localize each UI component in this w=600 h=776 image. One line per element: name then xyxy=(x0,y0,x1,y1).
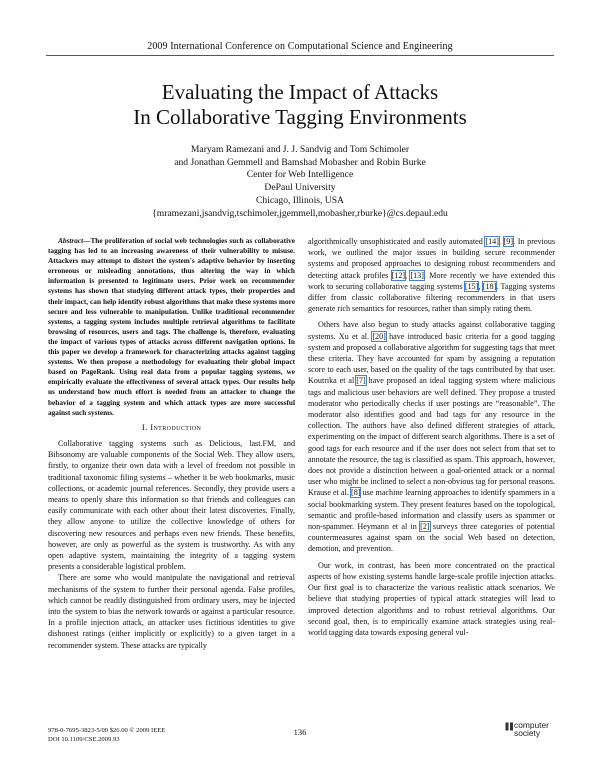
citation-link[interactable]: [13] xyxy=(410,270,424,280)
abstract-text: —The proliferation of social web technologies such as collaborative tagging has led to an increasing awareness of their vulnerability to misuse. Attackers may attempt to distort the system's adaptive behavior by inserting erroneous or misleading annotations, thus altering the way in which information is presented to legitimate users. Prior work on recommender systems has shown that studying different attack types, their properties and their impact, can help identify robust algorithms that make these systems more secure and less vulnerable to manipulation. Unlike traditional recommender systems, a tagging system includes multiple retrieval algorithms to facilitate browsing of resources, users and tags. The challenge is, therefore, evaluating the impact of various types of attacks across different navigation options. In this paper we develop a framework for characterizing attacks against tagging systems. We then propose a methodology for evaluating their global impact based on PageRank. Using real data from a popular tagging systems, we empirically evaluate the effectiveness of several attack types. Our results help us understand how much effort is needed from an attacker to change the behavior of a tagging system and which attack types are more successful against such systems. xyxy=(48,236,295,417)
text-run: have introduced basic criteria for a good tagging system and proposed a collaborative algorithm for suggesting tags that meet these criteria. They have accounted for spam by assigning a reputation score to each user, based on the quality of the tags contributed by that user. Koutrika et al. xyxy=(308,331,555,386)
citation-link[interactable]: [14] xyxy=(485,237,499,246)
text-run: use machine learning approaches to identify spammers in a social bookmarking system. They present features based on the topological, semantic and profile-based information and classify users as spammer or non-spammer. Heymann et al in xyxy=(308,488,556,532)
footer-isbn: 978-0-7695-3823-5/09 $26.00 © 2009 IEEE xyxy=(48,727,166,734)
paragraph: There are some who would manipulate the navigational and retrieval mechanisms of the system to further their personal agenda. False profiles, which cannot be readily distinguished from ordinary users, may be injected into the system to bias the network towards or against a particular resource. In a profile injection attack, an attacker uses fictitious identities to give dishonest ratings (either implicitly or explicitly) to a given target in a recommender system. These attacks are typically xyxy=(48,573,295,650)
text-run: have proposed an ideal tagging system where malicious tags and malicious user behaviors are well defined. They propose a trusted moderator who periodically checks if user postings are “reasonable”. The moderator also identifies good and bad tags for any resource in the collection. The authors have also defined different strategies of attack, experimenting on the impact of different search algorithms. There is a set of good tags for each resource and if the user does not select from that set to annotate the resource, the tag is classified as spam. This approach, however, does not provide a distinction between a goal-oriented attack or a normal user who might be inclined to select a non-obvious tag for personal reasons. Krause et al. xyxy=(308,376,555,498)
citation-link[interactable]: [20] xyxy=(372,331,386,341)
section-title: Introduction xyxy=(150,421,202,432)
paragraph: Our work, in contrast, has been more concentrated on the practical aspects of how existing systems handle large-scale profile injection attacks. Our first goal is to characterize the various realistic attack scenarios. We believe that studying properties of typical attack strategies will lead to improved detection algorithms and to robust retrieval algorithms. Our second goal, then, is to empirically examine attack strategies using real-world tagging data towards exposing general vul- xyxy=(308,560,555,637)
left-column xyxy=(48,236,295,651)
section-heading xyxy=(48,422,295,433)
abstract-label: Abstract xyxy=(58,236,84,245)
affiliation-line: Center for Web Intelligence xyxy=(246,169,354,181)
paragraph xyxy=(308,319,555,554)
citation-link[interactable]: [12] xyxy=(391,270,406,280)
text-run: surveys three categories of potential countermeasures against spam on the social Web based on detection, demotion, and prevention. xyxy=(308,522,555,554)
computer-society-logo-icon xyxy=(505,722,514,731)
author-line: Maryam Ramezani and J. J. Sandvig and Tom Schimoler xyxy=(190,144,410,155)
author-line: and Jonathan Gemmell and Bamshad Mobasher and Robin Burke xyxy=(174,156,426,168)
author-block xyxy=(0,144,600,220)
citation-link[interactable]: [15] xyxy=(464,281,479,291)
affiliation-line: DePaul University xyxy=(264,182,336,194)
text-run: Others have also begun to study attacks against collaborative tagging systems. Xu et al. xyxy=(308,320,555,341)
citation-link[interactable]: [2] xyxy=(420,522,430,532)
title-line-1: Evaluating the Impact of Attacks xyxy=(161,80,439,104)
paragraph: Collaborative tagging systems such as Delicious, last.FM, and Bibsonomy are valuable components of the Social Web. They allow users, firstly, to organize their own data with a level of freedom not possible in traditional taxonomic filing systems – whether it be web bookmarks, music collections, or academic journal references. Secondly, they provide users a means to openly share this information so that friends and colleagues can easily communicate with each other about their latest discoveries. Finally, they allow anyone to utilize the collective knowledge of others for discovering new resources and perhaps even new friends. These benefits, however, are only as powerful as the system is trustworthy. As with any open adaptive system, maintaining the integrity of a tagging system presents a considerable logistical problem. xyxy=(48,438,295,572)
text-run: , xyxy=(498,237,504,246)
text-run: . In previous work, we outlined the major issues in building secure recommender systems and proposed approaches to designing robust recommenders and detecting attack profiles xyxy=(308,237,556,280)
right-column xyxy=(308,236,555,638)
text-run: , xyxy=(405,270,411,280)
paragraph xyxy=(308,236,555,314)
paper-title xyxy=(0,80,600,130)
email-line: {mramezani,jsandvig,tschimoler,jgemmell,mobasher,rburke}@cs.depaul.edu xyxy=(152,207,448,219)
text-run: . Tagging systems differ from classic collaborative filtering recommenders in that users generate rich semantics for resources, rather than simply rating them. xyxy=(308,281,555,314)
citation-link[interactable]: [18] xyxy=(482,281,497,291)
citation-link[interactable]: [7] xyxy=(356,376,366,386)
affiliation-line: Chicago, Illinois, USA xyxy=(256,194,344,206)
abstract xyxy=(48,236,295,418)
conference-header: 2009 International Conference on Computational Science and Engineering xyxy=(147,41,453,52)
citation-link[interactable]: [9] xyxy=(503,237,514,246)
text-run: , xyxy=(478,281,483,291)
footer-doi: DOI 10.1109/CSE.2009.93 xyxy=(48,735,120,743)
page-number: 136 xyxy=(293,727,307,737)
citation-link[interactable]: [8] xyxy=(351,488,361,498)
text-run: . More recently we have extended this work to securing collaborative tagging systems xyxy=(308,270,555,291)
title-line-2: In Collaborative Tagging Environments xyxy=(133,105,467,129)
text-run: algorithmically unsophisticated and easily automated xyxy=(308,237,486,246)
header-rule xyxy=(46,55,554,56)
computer-society-logo-text: computer society xyxy=(514,720,549,739)
section-number: I. xyxy=(141,421,148,432)
computer-society-logo xyxy=(505,721,555,751)
